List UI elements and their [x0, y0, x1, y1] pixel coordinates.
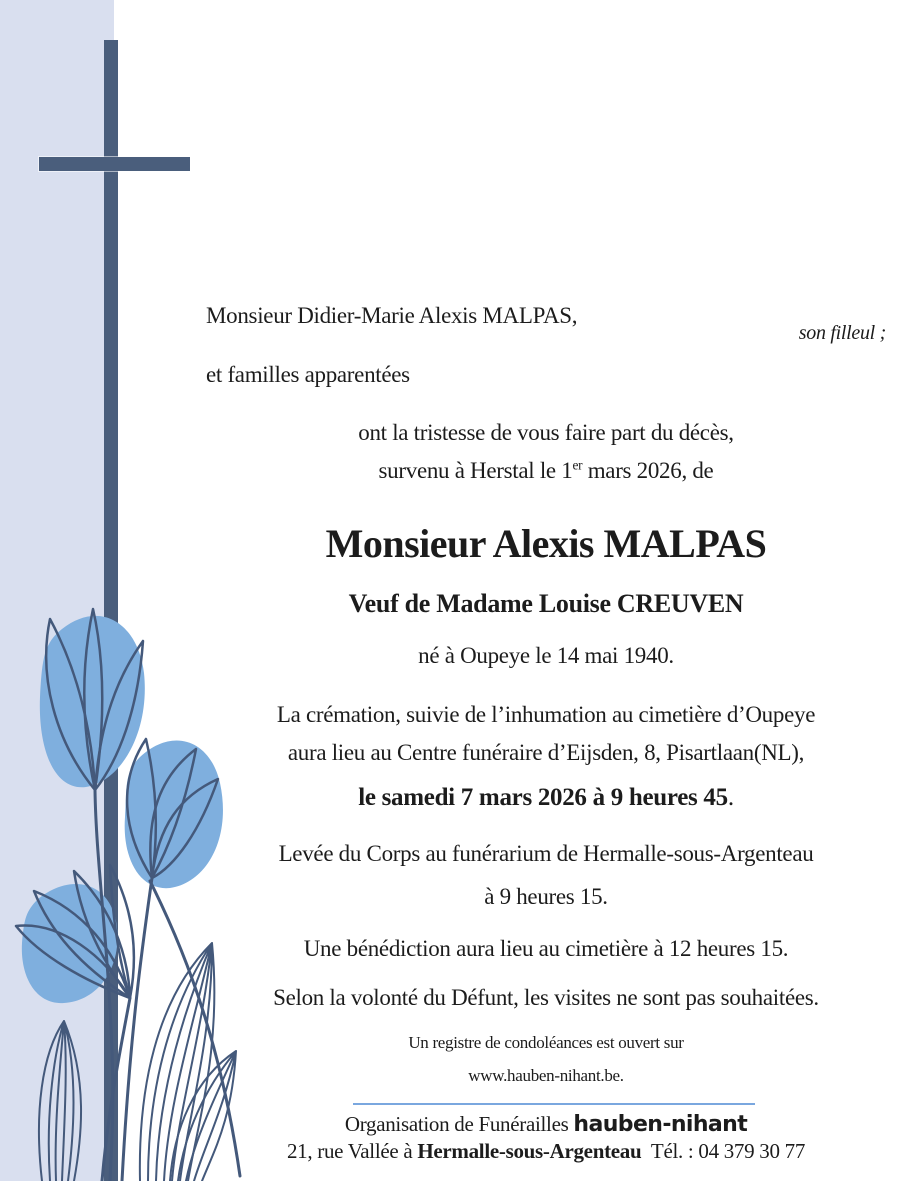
deceased-name: Monsieur Alexis MALPAS: [325, 521, 767, 566]
ceremony-date-line: [206, 784, 886, 812]
spouse-line: Veuf de Madame Louise CREUVEN: [348, 589, 744, 618]
address-prefix: 21, rue Vallée à: [286, 1139, 418, 1163]
organisation-line: [206, 1112, 886, 1137]
intro-line-2-suffix: mars 2026, de: [582, 458, 714, 483]
levee-line-1: Levée du Corps au funérarium de Hermalle-sous-Argenteau: [278, 841, 814, 866]
ceremony-date-bold: le samedi 7 mars 2026 à 9 heures 45: [358, 784, 728, 811]
intro-line-2: [206, 458, 886, 484]
ordinal-superscript: er: [572, 457, 583, 473]
intro-line-2-prefix: survenu à Herstal le 1: [378, 458, 573, 483]
levee-line-2: à 9 heures 15.: [484, 884, 608, 909]
relation-label: son filleul ;: [798, 322, 886, 344]
benediction-line: Une bénédiction aura lieu au cimetière à 12 heures 15.: [303, 936, 789, 961]
cross-horizontal-bar: [39, 157, 190, 171]
ceremony-line-1: La crémation, suivie de l’inhumation au cimetière d’Oupeye: [276, 702, 816, 727]
ceremony-line-2: aura lieu au Centre funéraire d’Eijsden, 8, Pisartlaan(NL),: [287, 740, 805, 765]
announcement-body: [206, 0, 886, 1181]
footer-divider: [353, 1103, 755, 1105]
visites-line: Selon la volonté du Défunt, les visites ne sont pas souhaitées.: [273, 985, 819, 1010]
register-line: Un registre de condoléances est ouvert sur: [408, 1033, 684, 1052]
ceremony-date-period: .: [727, 784, 734, 811]
birth-line: né à Oupeye le 14 mai 1940.: [418, 643, 674, 668]
address-phone: Tél. : 04 379 30 77: [641, 1139, 806, 1163]
address-line: [206, 1139, 886, 1164]
intro-line-1: ont la tristesse de vous faire part du décès,: [358, 420, 734, 445]
register-website: www.hauben-nihant.be.: [468, 1066, 624, 1085]
address-city: Hermalle-sous-Argenteau: [417, 1139, 642, 1163]
funeral-home-logo: hauben-nihant: [573, 1112, 748, 1137]
relative-name-line: Monsieur Didier-Marie Alexis MALPAS,: [206, 303, 578, 328]
organisation-prefix: Organisation de Funérailles: [344, 1112, 574, 1136]
relative-families-line: et familles apparentées: [206, 362, 410, 387]
